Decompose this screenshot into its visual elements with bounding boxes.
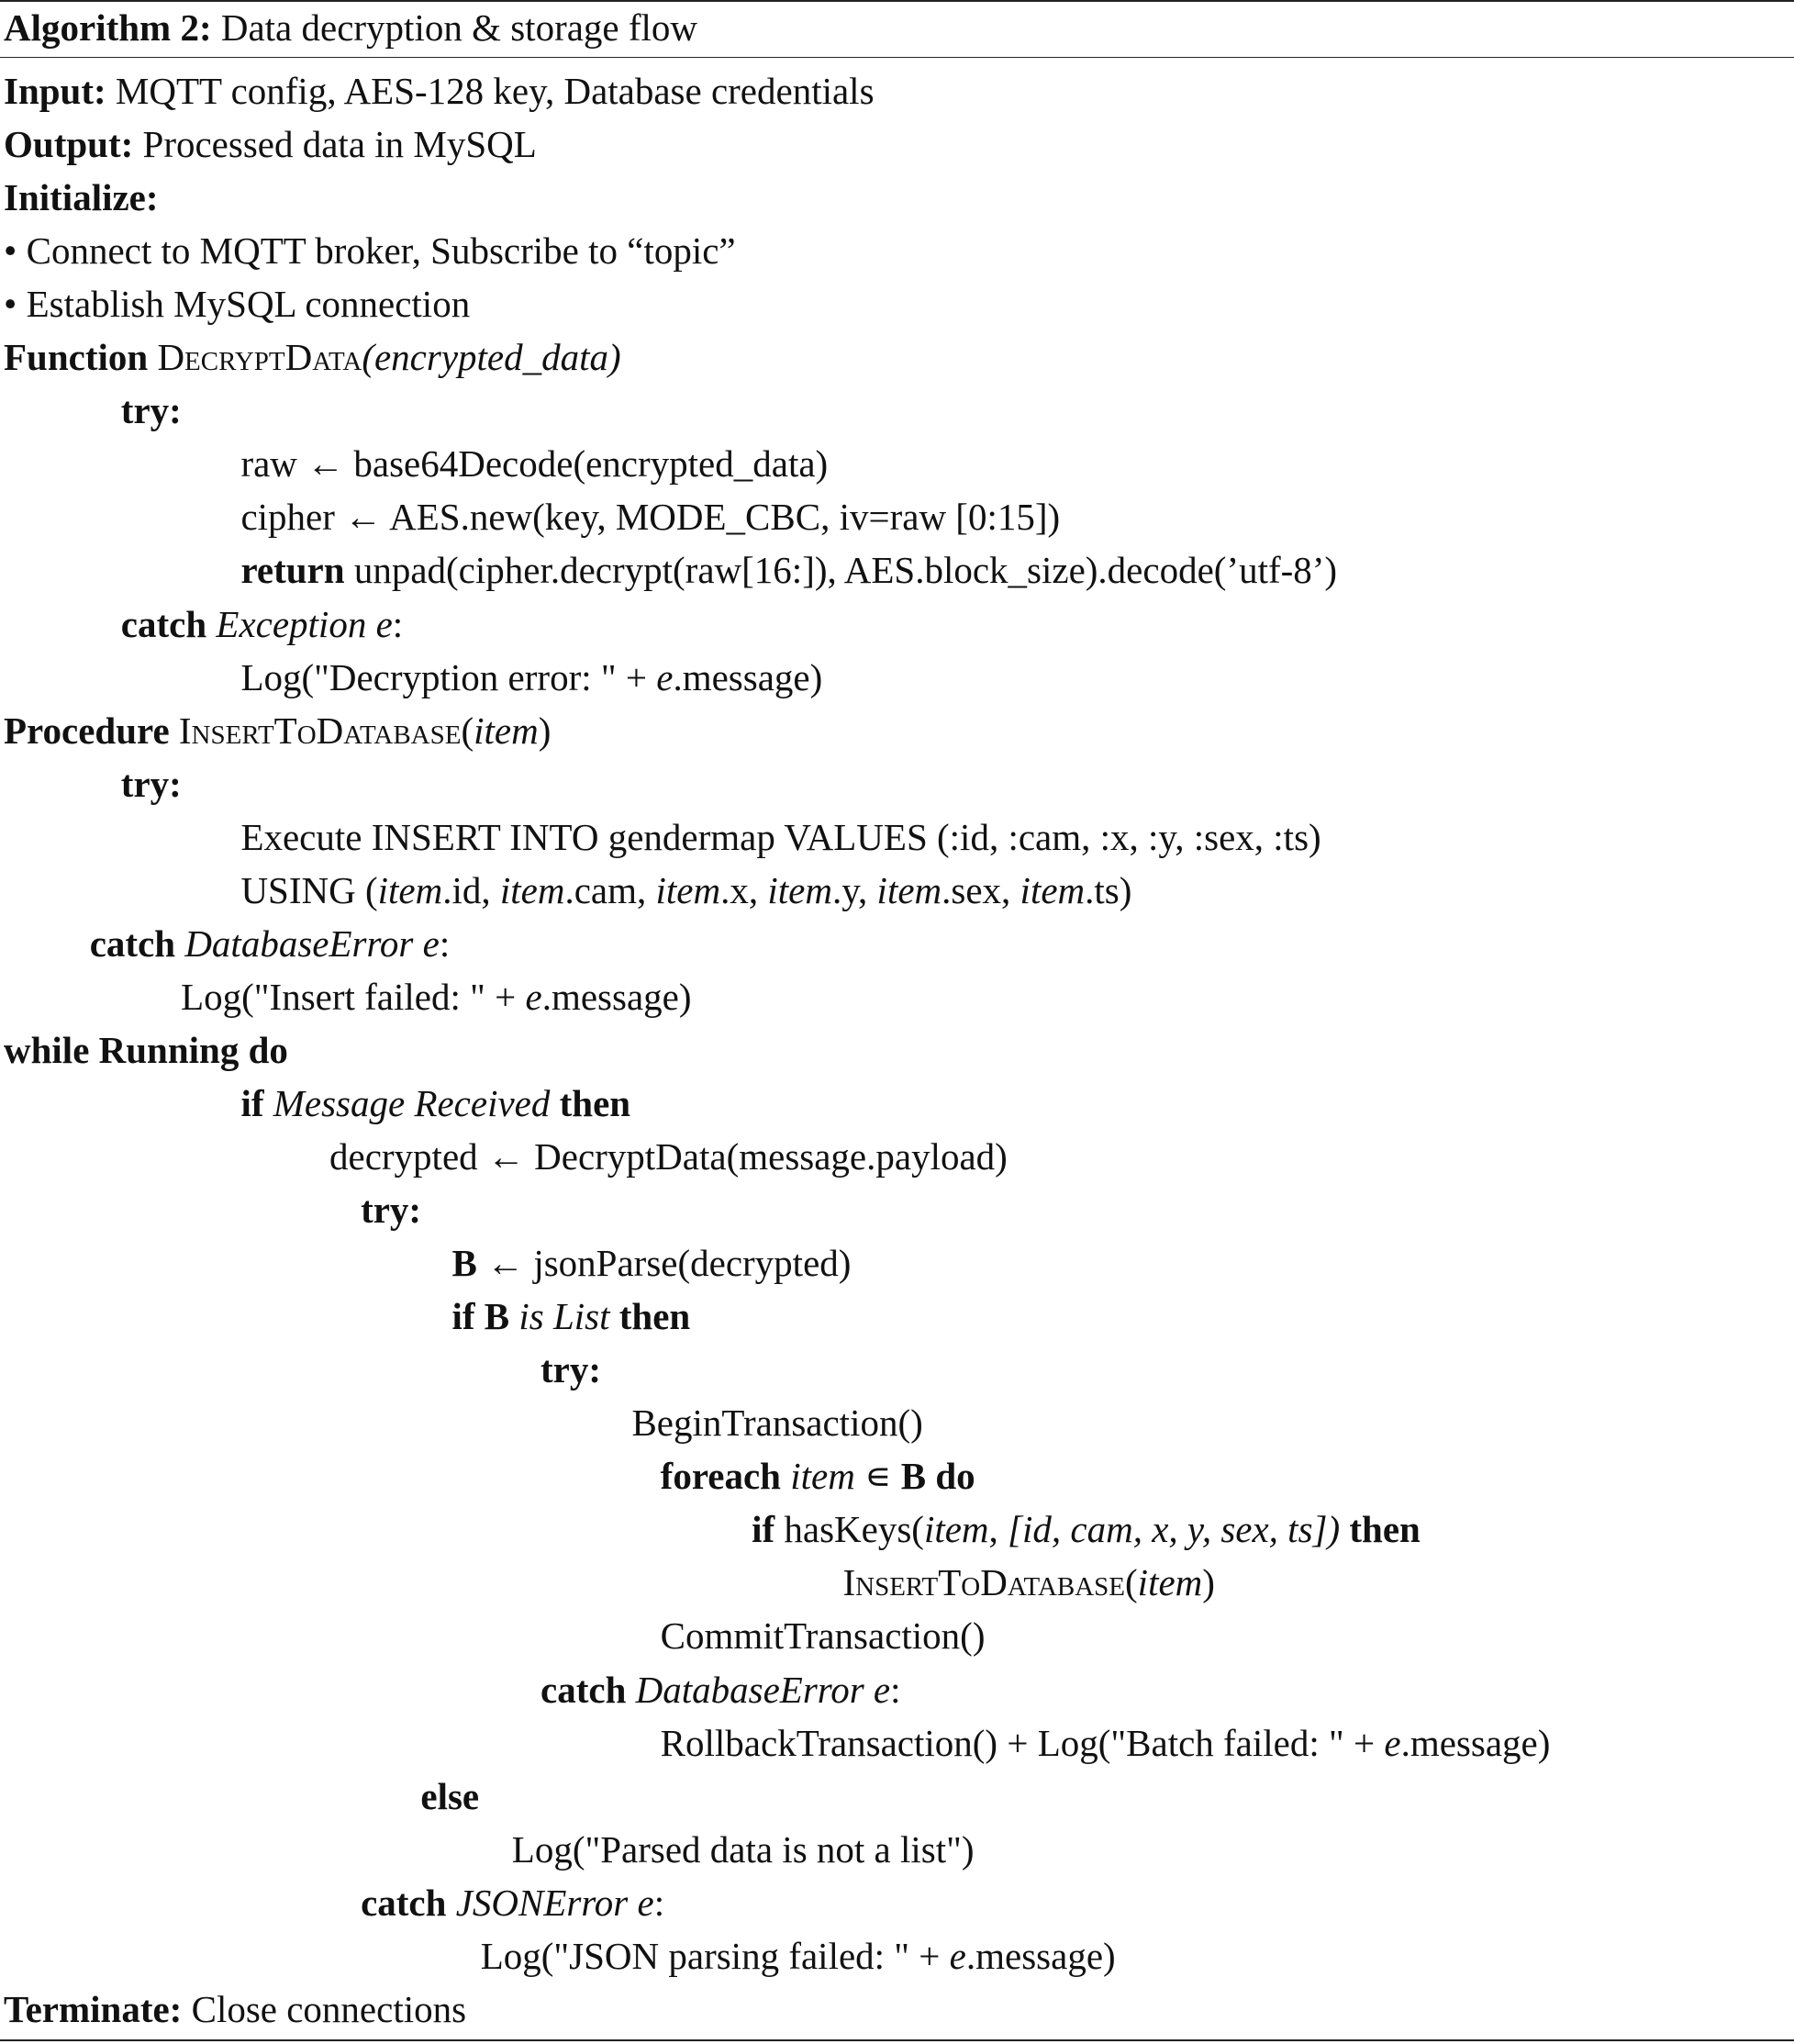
line-segment [1340, 1508, 1349, 1550]
algorithm-line [240, 864, 1131, 917]
line-segment: Execute INSERT INTO gendermap VALUES (:id, :cam, :x, :y, :sex, :ts) [240, 815, 1321, 858]
algorithm-line [90, 917, 451, 970]
line-segment: item [1137, 1561, 1203, 1604]
algorithm-line [842, 1556, 1214, 1609]
line-segment: raw ← base64Decode(encrypted_data) [240, 442, 829, 486]
algorithm-line [240, 543, 1337, 597]
line-segment: B [451, 1242, 477, 1285]
line-segment: ) [538, 709, 552, 752]
line-segment: .ts) [1085, 868, 1132, 911]
algorithm-line [121, 757, 182, 810]
line-segment: ( [1125, 1561, 1138, 1604]
line-segment: (encrypted_data) [362, 336, 621, 379]
line-segment: if [752, 1508, 775, 1551]
line-segment: , [988, 1508, 1008, 1551]
line-segment: item [1020, 868, 1086, 911]
line-segment: try: [120, 762, 182, 805]
line-segment: item [474, 709, 539, 752]
line-segment: catch [361, 1881, 447, 1924]
line-segment: Input: [4, 70, 106, 112]
algorithm-line [451, 1236, 851, 1290]
line-segment: Exception e [216, 602, 393, 645]
line-segment [509, 1295, 518, 1337]
line-segment: InsertToDatabase [178, 709, 462, 752]
algorithm-line [4, 704, 551, 757]
algorithm-line [361, 1183, 421, 1236]
line-segment: [id, cam, x, y, sex, ts]) [1008, 1508, 1341, 1551]
line-segment: item [790, 1455, 855, 1498]
line-segment: Terminate: [4, 1987, 183, 2030]
line-segment: .cam, [564, 868, 656, 911]
line-segment: hasKeys( [774, 1508, 924, 1551]
algorithm-line [4, 1023, 288, 1077]
line-segment: e [949, 1934, 966, 1977]
line-segment: decrypted ← DecryptData(message.payload) [329, 1135, 1008, 1178]
line-segment [170, 709, 179, 752]
algorithm-line [4, 64, 875, 117]
line-segment [446, 1882, 455, 1924]
algorithm-line [631, 1396, 922, 1449]
line-segment: Log("JSON parsing failed: " + [480, 1934, 950, 1977]
algorithm-line [240, 437, 828, 490]
caption-rule [0, 57, 1794, 58]
algorithm-line [240, 490, 1060, 543]
line-segment: catch [120, 602, 207, 645]
line-segment: is List [518, 1295, 610, 1338]
line-segment: : [653, 1881, 665, 1924]
line-segment: item [499, 868, 565, 911]
algorithm-line [181, 970, 691, 1023]
caption-label: Algorithm 2: [4, 6, 212, 49]
line-segment: Log("Parsed data is not a list") [511, 1827, 975, 1871]
line-segment: try: [540, 1348, 602, 1391]
algorithm-line [240, 651, 822, 704]
line-segment: Processed data in MySQL [133, 123, 537, 166]
line-segment: RollbackTransaction() + Log("Batch failed: " + [660, 1721, 1385, 1764]
line-segment: DecryptData [157, 336, 362, 379]
algorithm-line [661, 1716, 1551, 1770]
line-segment: cipher ← AES.new(key, MODE_CBC, iv=raw [0:15]) [240, 496, 1061, 539]
algorithm-line [121, 384, 182, 437]
line-segment: try: [120, 389, 182, 432]
line-segment [550, 1082, 559, 1124]
line-segment: unpad(cipher.decrypt(raw[16:]), AES.block_size).decode(’utf-8’) [344, 549, 1338, 592]
line-segment: item [767, 868, 832, 911]
line-segment: Initialize: [4, 176, 159, 219]
algorithm-line [661, 1449, 975, 1502]
line-segment: • Establish MySQL connection [4, 283, 471, 326]
line-segment: JSONError e [455, 1881, 654, 1924]
algorithm-line [240, 1077, 630, 1130]
line-segment: item [923, 1508, 989, 1551]
line-segment: InsertToDatabase [842, 1561, 1126, 1604]
line-segment [175, 922, 184, 965]
algorithm-line [4, 117, 537, 171]
line-segment: else [420, 1774, 480, 1817]
line-segment: .sex, [942, 868, 1020, 911]
line-segment: .x, [720, 868, 768, 911]
algorithm-line [4, 277, 470, 330]
line-segment: DatabaseError e [635, 1668, 891, 1711]
line-segment: Function [4, 336, 149, 379]
algorithm-line [121, 598, 403, 651]
line-segment: USING ( [240, 868, 378, 911]
line-segment: Log("Insert failed: " + [181, 975, 526, 1018]
line-segment: item [876, 868, 942, 911]
line-segment: • Connect to MQTT broker, Subscribe to “topic” [4, 229, 736, 273]
algorithm-line [329, 1130, 1008, 1183]
line-segment: ← jsonParse(decrypted) [476, 1242, 852, 1285]
line-segment: catch [89, 921, 176, 965]
line-segment: .message) [1400, 1721, 1551, 1764]
algorithm-line [451, 1290, 690, 1343]
line-segment: Log("Decryption error: " + [240, 655, 657, 698]
line-segment: if B [451, 1295, 510, 1338]
line-segment: while Running do [4, 1028, 288, 1071]
line-segment: return [240, 549, 345, 592]
line-segment: ( [461, 709, 474, 752]
line-segment: Procedure [4, 709, 170, 752]
line-segment [148, 336, 157, 378]
line-segment: e [656, 655, 674, 698]
line-segment: ) [1202, 1561, 1215, 1604]
line-segment: ∊ [854, 1455, 901, 1498]
bottom-rule [0, 2039, 1794, 2041]
line-segment: .id, [442, 868, 500, 911]
line-segment: try: [361, 1189, 422, 1232]
algorithm-line [4, 330, 621, 384]
line-segment [610, 1295, 619, 1337]
algorithm-line [4, 171, 159, 224]
algorithm-line [512, 1823, 975, 1876]
line-segment [263, 1082, 273, 1124]
line-segment: .message) [965, 1934, 1116, 1977]
line-segment: CommitTransaction() [660, 1614, 986, 1658]
algorithm-line [481, 1929, 1116, 1983]
line-segment: Output: [4, 123, 134, 166]
line-segment: then [1349, 1508, 1421, 1551]
algorithm-line [361, 1876, 664, 1929]
line-segment: B do [900, 1455, 975, 1498]
line-segment: Close connections [182, 1987, 467, 2030]
algorithm-line [540, 1343, 601, 1396]
line-segment: : [890, 1668, 901, 1711]
line-segment: catch [540, 1668, 627, 1711]
line-segment [626, 1669, 635, 1711]
line-segment: then [559, 1081, 631, 1124]
line-segment [781, 1455, 790, 1497]
line-segment: then [618, 1295, 691, 1338]
line-segment: BeginTransaction() [631, 1402, 923, 1445]
algorithm-line [4, 224, 736, 277]
line-segment: : [392, 602, 404, 645]
line-segment: foreach [660, 1455, 781, 1498]
line-segment: MQTT config, AES-128 key, Database credentials [106, 70, 875, 112]
algorithm-caption [4, 2, 697, 53]
algorithm-line [4, 1983, 466, 2036]
line-segment: e [1384, 1721, 1401, 1764]
line-segment: .message) [673, 655, 823, 698]
line-segment: DatabaseError e [184, 921, 440, 965]
algorithm-line [420, 1770, 479, 1823]
algorithm-line [540, 1663, 901, 1716]
algorithm-line [240, 810, 1320, 864]
algorithm-line [752, 1502, 1421, 1556]
algorithm-line [661, 1609, 986, 1662]
line-segment: Message Received [273, 1081, 551, 1124]
line-segment: if [240, 1081, 264, 1124]
line-segment: item [655, 868, 721, 911]
line-segment [206, 603, 216, 645]
caption-title: Data decryption & storage flow [220, 6, 698, 49]
line-segment: .message) [541, 975, 692, 1018]
line-segment: item [377, 868, 443, 911]
line-segment: e [525, 975, 542, 1018]
line-segment: : [439, 921, 451, 965]
line-segment: .y, [831, 868, 877, 911]
